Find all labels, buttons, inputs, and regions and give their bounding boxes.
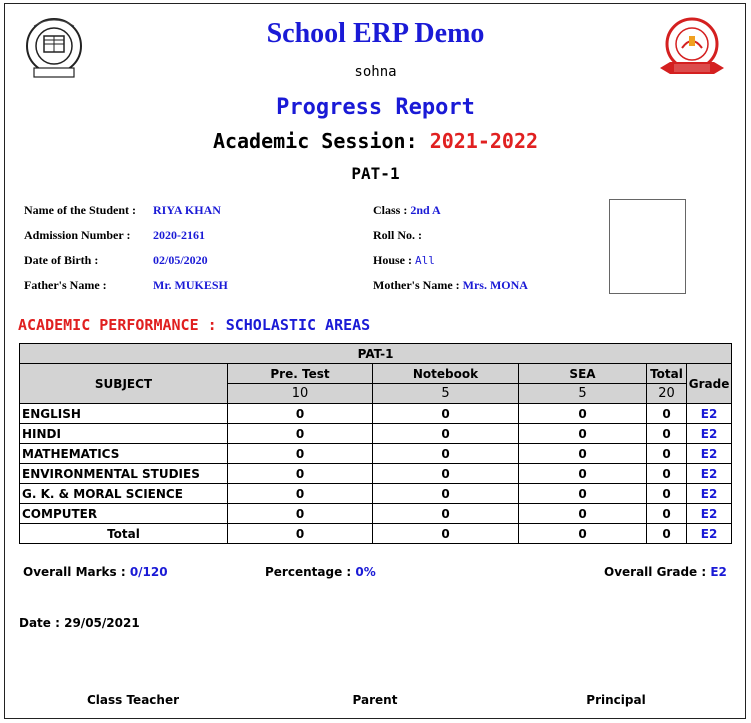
overall-grade-label: Overall Grade : [604, 565, 707, 579]
grade-cell: E2 [687, 444, 732, 464]
grade-cell: E2 [687, 484, 732, 504]
total-cell: 0 [647, 404, 687, 424]
report-title: Progress Report [276, 95, 475, 120]
max-notebook: 5 [373, 384, 519, 404]
percentage-value: 0% [355, 565, 376, 579]
total-cell: 0 [647, 504, 687, 524]
table-row [20, 484, 732, 504]
father-name: Mr. MUKESH [153, 278, 228, 292]
pre-test-cell: 0 [228, 424, 373, 444]
section-title-blue: SCHOLASTIC AREAS [225, 316, 371, 334]
total-cell: 0 [647, 424, 687, 444]
mother-name: Mrs. MONA [462, 278, 528, 292]
overall-grade [604, 565, 727, 579]
grade-cell: E2 [687, 504, 732, 524]
house-field [373, 253, 435, 268]
overall-marks-value: 0/120 [129, 565, 168, 579]
mother-label: Mother's Name : [373, 278, 460, 292]
student-name-label: Name of the Student : [24, 203, 136, 217]
subject-cell: ENGLISH [20, 404, 228, 424]
house-label: House : [373, 253, 412, 267]
section-title-red: ACADEMIC PERFORMANCE : [18, 316, 217, 334]
percentage [265, 565, 376, 579]
school-name: School ERP Demo [266, 18, 485, 49]
table-row [20, 404, 732, 424]
col-header-notebook: Notebook [373, 364, 519, 384]
sea-cell: 0 [519, 424, 647, 444]
notebook-cell: 0 [373, 484, 519, 504]
pre-test-cell: 0 [228, 484, 373, 504]
total-cell: 0 [647, 484, 687, 504]
table-row [20, 504, 732, 524]
exam-header: PAT-1 [20, 344, 732, 364]
total-cell: 0 [647, 444, 687, 464]
table-row [20, 464, 732, 484]
class-label: Class : [373, 203, 408, 217]
max-sea: 5 [519, 384, 647, 404]
overall-marks-label: Overall Marks : [23, 565, 126, 579]
percentage-label: Percentage : [265, 565, 352, 579]
exam-name: PAT-1 [351, 164, 400, 183]
notebook-cell: 0 [373, 464, 519, 484]
overall-grade-value: E2 [710, 565, 727, 579]
pre-test-cell: 0 [228, 444, 373, 464]
roll-label: Roll No. : [373, 228, 422, 242]
grade-header: Grade [687, 364, 732, 404]
notebook-cell: 0 [373, 404, 519, 424]
subject-cell: ENVIRONMENTAL STUDIES [20, 464, 228, 484]
max-total: 20 [647, 384, 687, 404]
grade-cell: E2 [687, 424, 732, 444]
school-place: sohna [354, 64, 397, 80]
total-cell: 0 [647, 524, 687, 544]
notebook-cell: 0 [373, 504, 519, 524]
total-cell: 0 [647, 464, 687, 484]
report-date [19, 616, 140, 630]
col-header-total: Total [647, 364, 687, 384]
total-label-cell: Total [20, 524, 228, 544]
dob-label: Date of Birth : [24, 253, 99, 267]
max-pre-test: 10 [228, 384, 373, 404]
col-header-sea: SEA [519, 364, 647, 384]
subject-cell: COMPUTER [20, 504, 228, 524]
academic-session [0, 129, 751, 153]
sea-cell: 0 [519, 484, 647, 504]
house-value: All [415, 254, 435, 267]
class-field [373, 203, 441, 218]
date-of-birth: 02/05/2020 [153, 253, 208, 267]
grade-cell: E2 [687, 464, 732, 484]
pre-test-cell: 0 [228, 404, 373, 424]
father-label: Father's Name : [24, 278, 107, 292]
pre-test-cell: 0 [228, 504, 373, 524]
date-label: Date : [19, 616, 60, 630]
roll-field [373, 228, 422, 243]
session-label: Academic Session: [212, 129, 418, 153]
sea-cell: 0 [519, 404, 647, 424]
class-value: 2nd A [410, 203, 441, 217]
session-year: 2021-2022 [429, 129, 539, 153]
grade-cell: E2 [687, 404, 732, 424]
col-header-pre-test: Pre. Test [228, 364, 373, 384]
grade-cell: E2 [687, 524, 732, 544]
mother-field [373, 278, 528, 293]
pre-test-cell: 0 [228, 464, 373, 484]
principal-signature: Principal [586, 693, 646, 707]
subject-cell: G. K. & MORAL SCIENCE [20, 484, 228, 504]
subject-cell: HINDI [20, 424, 228, 444]
notebook-cell: 0 [373, 424, 519, 444]
parent-signature: Parent [352, 693, 398, 707]
table-row [20, 424, 732, 444]
admission-label: Admission Number : [24, 228, 131, 242]
student-name: RIYA KHAN [153, 203, 221, 217]
table-total-row [20, 524, 732, 544]
class-teacher-signature: Class Teacher [86, 693, 180, 707]
sea-cell: 0 [519, 524, 647, 544]
notebook-cell: 0 [373, 524, 519, 544]
notebook-cell: 0 [373, 444, 519, 464]
sea-cell: 0 [519, 504, 647, 524]
subject-cell: MATHEMATICS [20, 444, 228, 464]
pre-test-cell: 0 [228, 524, 373, 544]
section-title [18, 316, 370, 334]
admission-number: 2020-2161 [153, 228, 205, 242]
student-photo-box [609, 199, 686, 294]
sea-cell: 0 [519, 464, 647, 484]
date-value: 29/05/2021 [64, 616, 140, 630]
subject-header: SUBJECT [20, 364, 228, 404]
sea-cell: 0 [519, 444, 647, 464]
marks-table [19, 343, 732, 544]
overall-marks [23, 565, 168, 579]
table-row [20, 444, 732, 464]
